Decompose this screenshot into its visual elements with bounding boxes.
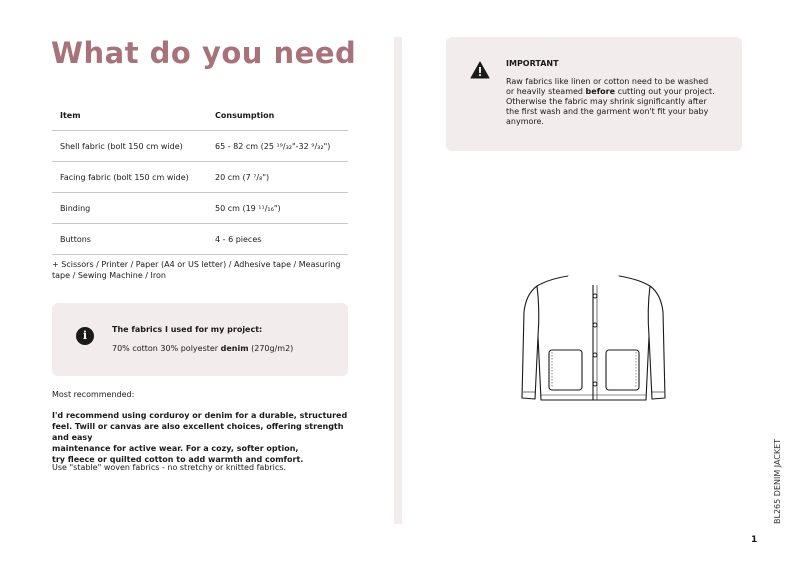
row-item: Buttons [52,224,207,255]
table-row [52,224,348,255]
recommendation-line: feel. Twill or canvas are also excellent choices, offering strength and easy [52,422,344,442]
warning-icon [470,61,490,79]
info-icon: i [76,327,94,345]
header-item: Item [52,100,207,131]
recommendation-line: try fleece or quilted cotton to add warmth and comfort. [52,455,304,464]
info-text-bold: denim [220,344,249,353]
table-header-row [52,100,348,131]
table-row [52,162,348,193]
header-consumption: Consumption [207,100,348,131]
row-item: Binding [52,193,207,224]
table-row [52,131,348,162]
recommendation-line: I'd recommend using corduroy or denim for a durable, structured [52,411,348,420]
table-row [52,193,348,224]
important-title: IMPORTANT [506,59,559,68]
page-divider [394,37,402,524]
info-text-end: (270g/m2) [248,344,294,353]
jacket-illustration [517,270,670,408]
important-text-end: cutting out your project. Otherwise the fabric may shrink significantly after the first wash and the garment won't fit your baby anymore. [506,87,715,126]
info-text [112,344,293,353]
stable-fabric-note: Use "stable" woven fabrics - no stretchy or knitted fabrics. [52,463,286,472]
info-title: The fabrics I used for my project: [112,325,263,334]
recommendation-line: maintenance for active wear. For a cozy, softer option, [52,444,299,453]
important-text [506,77,716,127]
important-text-bold: before [585,87,616,96]
recommendation-label: Most recommended: [52,390,135,399]
pattern-code-label: BL265 DENIM JACKET [773,438,782,524]
row-item: Facing fabric (bolt 150 cm wide) [52,162,207,193]
page-number: 1 [751,535,758,545]
row-consumption: 4 - 6 pieces [207,224,348,255]
row-consumption: 50 cm (19 ¹¹/₁₆") [207,193,348,224]
tools-list: + Scissors / Printer / Paper (A4 or US letter) / Adhesive tape / Measuring tape / Sewing Machine / Iron [52,260,341,280]
row-consumption: 65 - 82 cm (25 ¹⁹/₃₂"-32 ⁹/₃₂") [207,131,348,162]
important-box [446,37,742,151]
info-text-start: 70% cotton 30% polyester [112,344,221,353]
page-title: What do you need [51,36,357,70]
fabric-info-box [52,303,348,376]
row-consumption: 20 cm (7 ⁷/₈") [207,162,348,193]
row-item: Shell fabric (bolt 150 cm wide) [52,131,207,162]
recommendation-text [52,410,352,465]
important-text-start: Raw fabrics like linen or cotton need to be washed or heavily steamed [506,77,709,96]
materials-table [52,100,348,255]
